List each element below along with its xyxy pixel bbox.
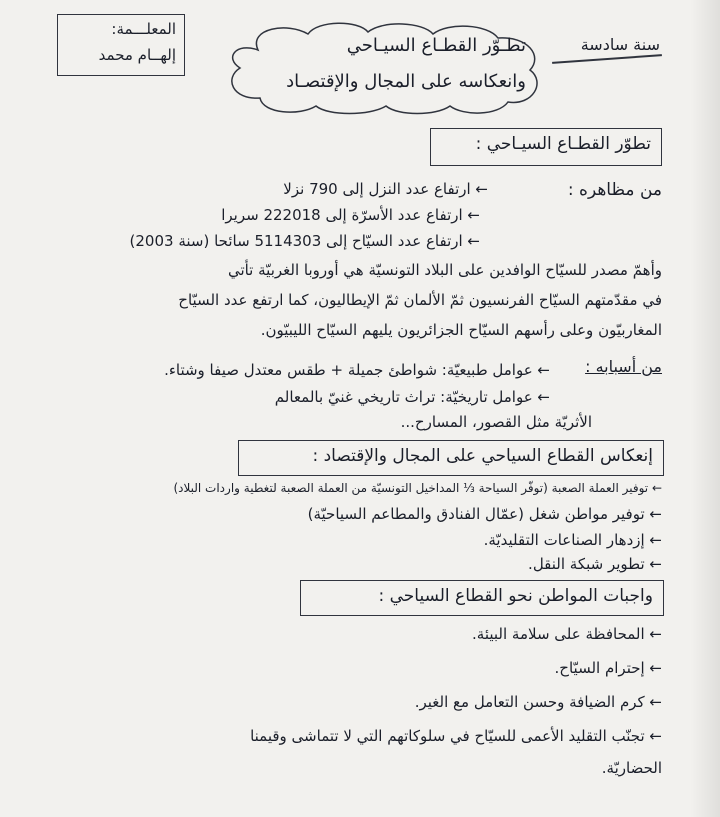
duty-item: ← إحترام السيّاح. [554,659,662,677]
impact-item: ← توفير مواطن شغل (عمّال الفنادق والمطاعم السياحيّة) [307,505,662,523]
section3-heading-box [300,580,664,616]
duty-item: ← كرم الضيافة وحسن التعامل مع الغير. [414,693,662,711]
manifest-item: ← ارتفاع عدد الأسرّة إلى 222018 سريرا [221,206,480,224]
manifest-item: ← ارتفاع عدد النزل إلى 790 نزلا [283,180,488,198]
impact-item: ← تطوير شبكة النقل. [528,555,662,573]
section2-heading-box [238,440,664,476]
paragraph-line: وأهمّ مصدر للسيّاح الوافدين على البلاد التونسيّة هي أوروبا الغربيّة تأتي [227,261,662,279]
impact-item: ← إزدهار الصناعات التقليديّة. [483,531,662,549]
section3-heading: واجبات المواطن نحو القطاع السياحي : [378,586,653,606]
cause-item: ← عوامل تاريخيّة: تراث تاريخي غنيّ بالمعالم [274,388,550,406]
grade-level: سنة سادسة [580,35,660,54]
duty-item: ← تجنّب التقليد الأعمى للسيّاح في سلوكاتهم التي لا تتماشى وقيمنا [250,727,662,745]
section1-heading: تطوّر القطـاع السيـاحي : [475,134,651,154]
paragraph-line: في مقدّمتهم السيّاح الفرنسيون ثمّ الألمان ثمّ الإيطاليون، كما ارتفع عدد السيّاح [178,291,662,309]
teacher-label: المعلـــمة: [111,20,176,38]
manifest-label: من مظاهره : [567,180,662,200]
page-edge-shadow [690,0,720,817]
cause-item-continued: الأثريّة مثل القصور، المسارح... [400,413,592,431]
paragraph-line: المغاربيّون وعلى رأسهم السيّاح الجزائريون يليهم السيّاح الليبيّون. [260,321,662,339]
section2-heading: إنعكاس القطاع السياحي على المجال والإقتصاد : [312,446,653,466]
teacher-box [57,14,185,76]
title-cloud [218,20,548,116]
impact-item: ← توفير العملة الصعبة (توفّر السياحة ⅓ المداخيل التونسيّة من العملة الصعبة لتغطية واردات البلاد) [173,481,662,495]
manifest-item: ← ارتفاع عدد السيّاح إلى 5114303 سائحا (سنة 2003) [129,232,480,250]
teacher-name: إلهــام محمد [98,46,176,64]
causes-label: من أسبابه : [585,357,662,376]
title-line-2: وانعكاسه على المجال والإقتصـاد [286,71,526,92]
cause-item: ← عوامل طبيعيّة: شواطئ جميلة + طقس معتدل صيفا وشتاء. [164,361,550,379]
duty-item-continued: الحضاريّة. [601,759,662,777]
duty-item: ← المحافظة على سلامة البيئة. [472,625,662,643]
grade-level-underline [552,54,662,64]
section1-heading-box [430,128,662,166]
title-line-1: تطـوّر القطـاع السيـاحي [346,35,526,56]
